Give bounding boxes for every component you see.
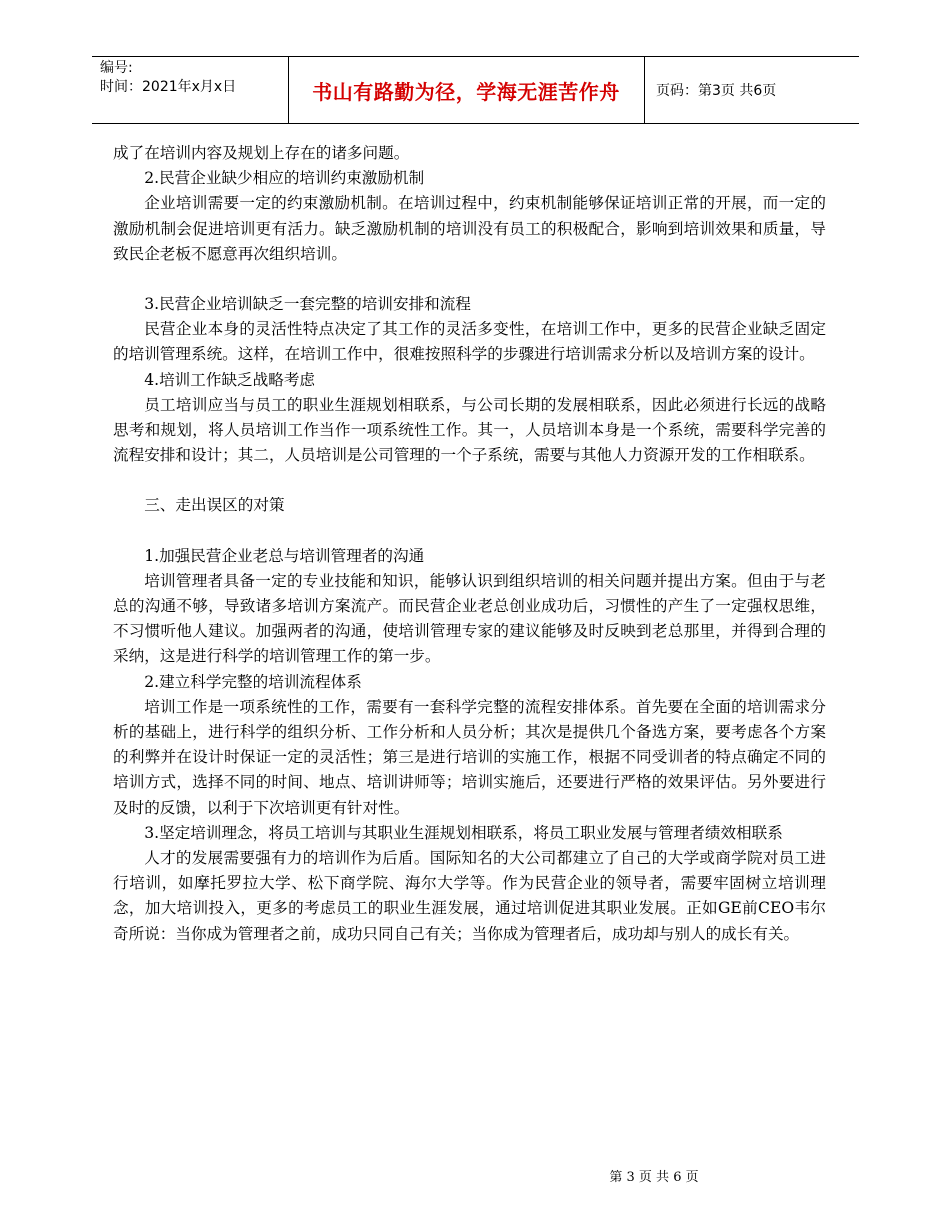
page-header — [92, 56, 859, 124]
document-body — [113, 141, 826, 947]
footer-page-number: 第 3 页 共 6 页 — [609, 1170, 699, 1185]
body-paragraph: 员工培训应当与员工的职业生涯规划相联系，与公司长期的发展相联系，因此必须进行长远的战略思考和规划，将人员培训工作当作一项系统性工作。其一，人员培训本身是一个系统，需要科学完善的流程安排和设计；其二，人员培训是公司管理的一个子系统，需要与其他人力资源开发的工作相联系。 — [113, 395, 826, 465]
page-footer — [0, 1166, 950, 1185]
section-heading: 2.民营企业缺少相应的培训约束激励机制 — [144, 169, 425, 188]
number-label: 编号: — [100, 60, 133, 76]
paragraph-gap — [113, 519, 826, 544]
section-heading: 1.加强民营企业老总与培训管理者的沟通 — [144, 546, 425, 565]
section-heading: 三、走出误区的对策 — [144, 496, 285, 515]
section-heading: 3.民营企业培训缺乏一套完整的培训安排和流程 — [144, 295, 471, 314]
body-paragraph: 民营企业本身的灵活性特点决定了其工作的灵活多变性，在培训工作中，更多的民营企业缺乏固定的培训管理系统。这样，在培训工作中，很难按照科学的步骤进行培训需求分析以及培训方案的设计。 — [113, 320, 826, 364]
body-paragraph: 企业培训需要一定的约束激励机制。在培训过程中，约束机制能够保证培训正常的开展，而一定的激励机制会促进培训更有活力。缺乏激励机制的培训没有员工的积极配合，影响到培训效果和质量，导致民企老板不愿意再次组织培训。 — [113, 194, 826, 263]
time-label: 时间：2021年x月x日 — [100, 79, 237, 95]
header-divider-right — [644, 57, 645, 123]
body-paragraph: 成了在培训内容及规划上存在的诸多问题。 — [113, 144, 410, 162]
header-meta — [100, 59, 236, 97]
section-heading: 3.坚定培训理念，将员工培训与其职业生涯规划相联系，将员工职业发展与管理者绩效相联系 — [144, 823, 783, 842]
header-motto: 书山有路勤为径，学海无涯苦作舟 — [312, 79, 620, 104]
paragraph-gap — [113, 267, 826, 292]
section-heading: 2.建立科学完整的培训流程体系 — [144, 672, 362, 691]
body-paragraph: 培训工作是一项系统性的工作，需要有一套科学完整的流程安排体系。首先要在全面的培训需求分析的基础上，进行科学的组织分析、工作分析和人员分析；其次是提供几个备选方案，要考虑各个方案的利弊并在设计时保证一定的灵活性；第三是进行培训的实施工作，根据不同受训者的特点确定不同的培训方式，选择不同的时间、地点、培训讲师等；培训实施后，还要进行严格的效果评估。另外要进行及时的反馈，以利于下次培训更有针对性。 — [113, 697, 826, 817]
body-paragraph: 人才的发展需要强有力的培训作为后盾。国际知名的大公司都建立了自己的大学或商学院对员工进行培训，如摩托罗拉大学、松下商学院、海尔大学等。作为民营企业的领导者，需要牢固树立培训理念，加大培训投入，更多的考虑员工的职业生涯发展，通过培训促进其职业发展。正如GE前CEO韦尔奇所说：当你成为管理者之前，成功只同自己有关；当你成为管理者后，成功却与别人的成长有关。 — [113, 849, 826, 943]
header-page-label: 页码：第3页 共6页 — [656, 83, 777, 99]
section-heading: 4.培训工作缺乏战略考虑 — [144, 370, 316, 389]
body-paragraph: 培训管理者具备一定的专业技能和知识，能够认识到组织培训的相关问题并提出方案。但由于与老总的沟通不够，导致诸多培训方案流产。而民营企业老总创业成功后，习惯性的产生了一定强权思维，不习惯听他人建议。加强两者的沟通，使培训管理专家的建议能够及时反映到老总那里，并得到合理的采纳，这是进行科学的培训管理工作的第一步。 — [113, 571, 826, 666]
paragraph-gap — [113, 468, 826, 493]
